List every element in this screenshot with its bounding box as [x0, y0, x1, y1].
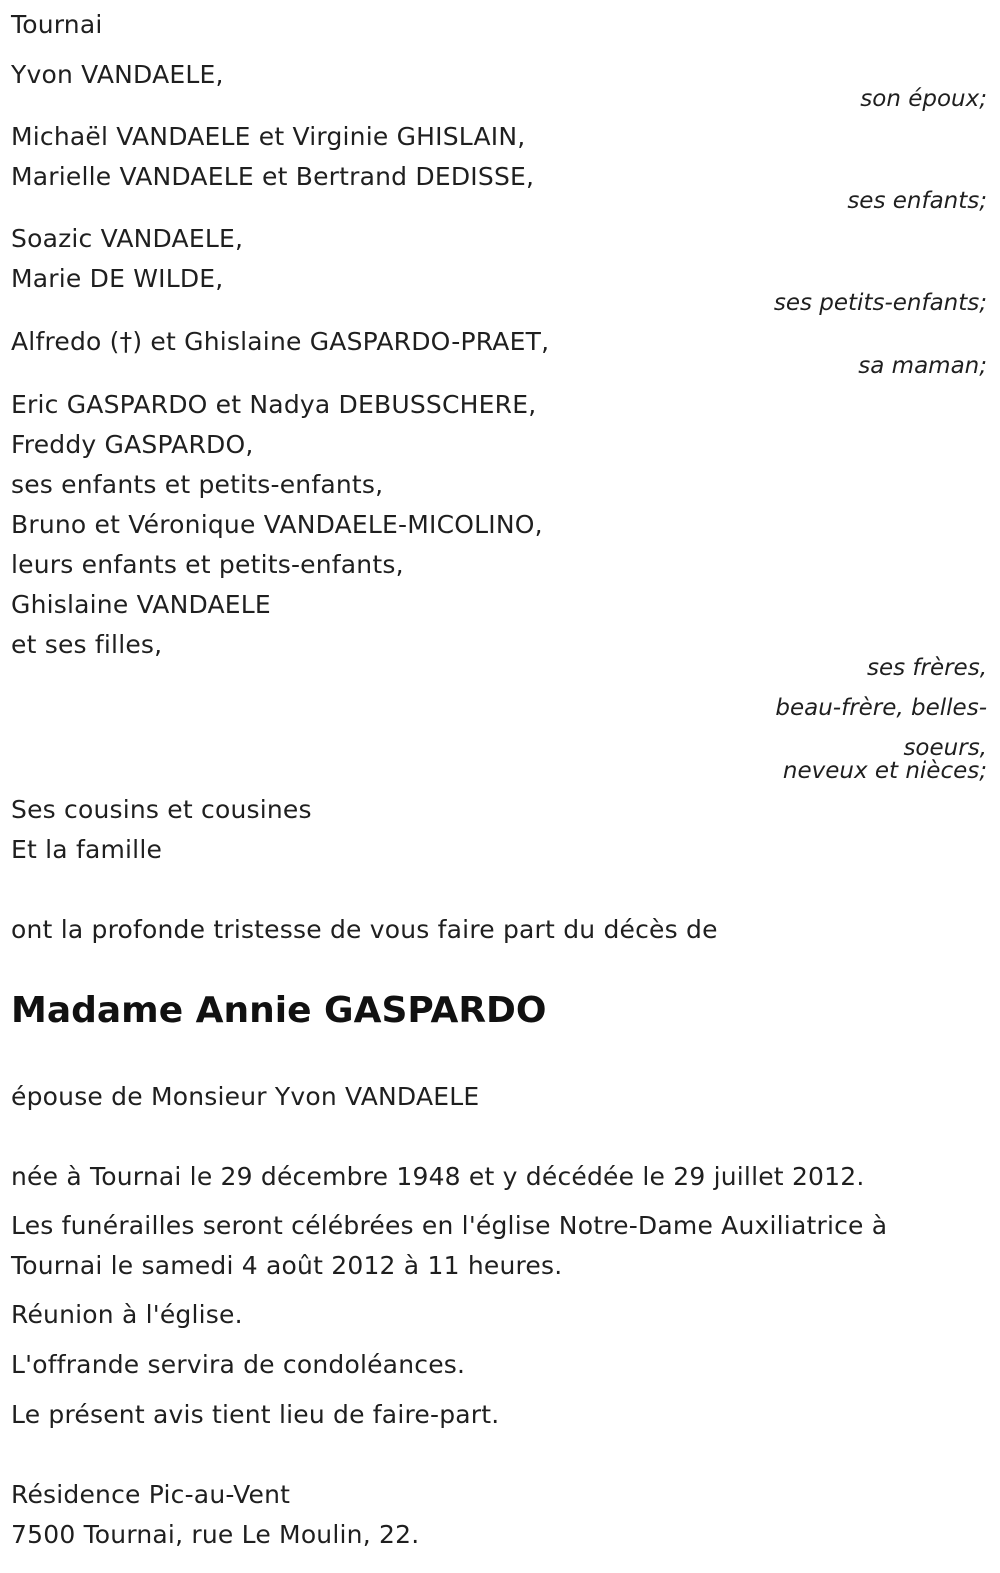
mother-relation: sa maman;	[858, 353, 987, 379]
meeting-text: Réunion à l'église.	[11, 1300, 243, 1329]
deceased-name: Madame Annie GASPARDO	[11, 990, 547, 1031]
siblings-relation-line: soeurs,	[903, 735, 987, 761]
sibling-line: Eric GASPARDO et Nadya DEBUSSCHERE,	[11, 390, 537, 419]
sibling-line: Ghislaine VANDAELE	[11, 590, 271, 619]
announcement-text: ont la profonde tristesse de vous faire part du décès de	[11, 915, 718, 944]
spouse-relation: son époux;	[860, 86, 987, 112]
sibling-line: leurs enfants et petits-enfants,	[11, 550, 404, 579]
mother-name: Alfredo (†) et Ghislaine GASPARDO-PRAET,	[11, 327, 550, 356]
sibling-line: et ses filles,	[11, 630, 163, 659]
siblings-relation-line: beau-frère, belles-	[775, 695, 987, 721]
funeral-text: Les funérailles seront célébrées en l'église Notre-Dame Auxiliatrice à	[11, 1211, 888, 1240]
child-name: Michaël VANDAELE et Virginie GHISLAIN,	[11, 122, 526, 151]
sibling-line: ses enfants et petits-enfants,	[11, 470, 384, 499]
birth-death-text: née à Tournai le 29 décembre 1948 et y décédée le 29 juillet 2012.	[11, 1162, 865, 1191]
grandchild-name: Soazic VANDAELE,	[11, 224, 244, 253]
siblings-relation-line: ses frères,	[866, 655, 987, 681]
grandchildren-relation: ses petits-enfants;	[773, 290, 987, 316]
address-line: Résidence Pic-au-Vent	[11, 1480, 291, 1509]
address-line: 7500 Tournai, rue Le Moulin, 22.	[11, 1520, 420, 1549]
notice-text: Le présent avis tient lieu de faire-part.	[11, 1400, 500, 1429]
sibling-line: Bruno et Véronique VANDAELE-MICOLINO,	[11, 510, 543, 539]
offering-text: L'offrande servira de condoléances.	[11, 1350, 466, 1379]
child-name: Marielle VANDAELE et Bertrand DEDISSE,	[11, 162, 535, 191]
spouse-name: Yvon VANDAELE,	[11, 60, 224, 89]
sibling-line: Freddy GASPARDO,	[11, 430, 254, 459]
children-relation: ses enfants;	[847, 188, 987, 214]
family-line: Et la famille	[11, 835, 163, 864]
siblings-relation-line: neveux et nièces;	[782, 758, 987, 784]
cousins-line: Ses cousins et cousines	[11, 795, 312, 824]
city-heading: Tournai	[11, 10, 103, 39]
spouse-of-text: épouse de Monsieur Yvon VANDAELE	[11, 1082, 480, 1111]
grandchild-name: Marie DE WILDE,	[11, 264, 224, 293]
funeral-text: Tournai le samedi 4 août 2012 à 11 heures.	[11, 1251, 563, 1280]
